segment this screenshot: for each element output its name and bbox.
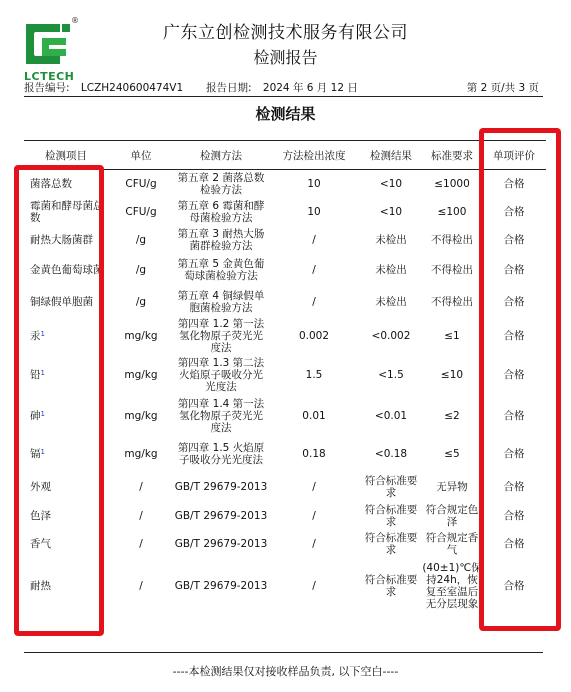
standard-cell: 符合规定香气 bbox=[425, 531, 479, 556]
evaluation-cell: 合格 bbox=[503, 329, 525, 342]
detect-limit-cell: / bbox=[312, 480, 316, 493]
result-cell: 未检出 bbox=[375, 263, 407, 276]
standard-cell: ≤1 bbox=[444, 329, 460, 342]
unit-cell: CFU/g bbox=[125, 205, 157, 218]
standard-cell: ≤5 bbox=[444, 447, 460, 460]
result-cell: <10 bbox=[379, 177, 403, 190]
standard-cell: 无异物 bbox=[436, 480, 468, 493]
standard-cell: 符合规定色泽 bbox=[425, 503, 479, 528]
result-cell: 未检出 bbox=[375, 295, 407, 308]
unit-cell: mg/kg bbox=[124, 368, 158, 381]
detect-limit-cell: 0.18 bbox=[302, 447, 326, 460]
standard-cell: 不得检出 bbox=[431, 263, 473, 276]
item-cell: 汞$^1$ bbox=[30, 329, 45, 342]
evaluation-cell: 合格 bbox=[503, 177, 525, 190]
header-standard: 标准要求 bbox=[422, 141, 482, 170]
result-cell: <1.5 bbox=[378, 368, 404, 381]
footnote-mark: 1 bbox=[40, 409, 45, 418]
item-cell: 色泽 bbox=[30, 509, 51, 522]
evaluation-cell: 合格 bbox=[503, 579, 525, 592]
report-number bbox=[24, 80, 183, 95]
detect-limit-cell: / bbox=[312, 579, 316, 592]
item-cell: 镉$^1$ bbox=[30, 447, 45, 460]
footnote-mark: 1 bbox=[40, 447, 45, 456]
item-cell: 耐热大肠菌群 bbox=[30, 233, 93, 246]
company-name: 广东立创检测技术服务有限公司 bbox=[163, 23, 408, 43]
detect-limit-cell: / bbox=[312, 537, 316, 550]
unit-cell: /g bbox=[135, 263, 147, 276]
footer-divider bbox=[24, 652, 543, 653]
header-method: 检测方法 bbox=[174, 141, 268, 170]
evaluation-cell: 合格 bbox=[503, 233, 525, 246]
header-item: 检测项目 bbox=[24, 141, 108, 170]
section-title: 检测结果 bbox=[255, 105, 316, 123]
detect-limit-cell: 10 bbox=[307, 205, 321, 218]
unit-cell: mg/kg bbox=[124, 447, 158, 460]
detect-limit-cell: / bbox=[312, 295, 316, 308]
item-cell: 霉菌和酵母菌总数 bbox=[30, 199, 104, 224]
standard-cell: ≤1000 bbox=[434, 177, 470, 190]
method-cell: 第四章 1.4 第一法 氢化物原子荧光光度法 bbox=[177, 397, 265, 434]
evaluation-cell: 合格 bbox=[503, 480, 525, 493]
standard-cell: ≤100 bbox=[437, 205, 467, 218]
result-cell: <0.002 bbox=[371, 329, 411, 342]
result-cell: 符合标准要求 bbox=[364, 474, 418, 499]
header-detect-limit: 方法检出浓度 bbox=[268, 141, 360, 170]
item-cell: 外观 bbox=[30, 480, 51, 493]
evaluation-cell: 合格 bbox=[503, 537, 525, 550]
registered-mark: ® bbox=[71, 16, 79, 25]
method-cell: GB/T 29679-2013 bbox=[174, 579, 268, 592]
evaluation-cell: 合格 bbox=[503, 205, 525, 218]
evaluation-cell: 合格 bbox=[503, 295, 525, 308]
evaluation-cell: 合格 bbox=[503, 409, 525, 422]
unit-cell: / bbox=[139, 579, 143, 592]
report-number-label: 报告编号: bbox=[24, 82, 70, 94]
unit-cell: CFU/g bbox=[125, 177, 157, 190]
header-result: 检测结果 bbox=[360, 141, 422, 170]
result-cell: 符合标准要求 bbox=[364, 531, 418, 556]
item-cell: 菌落总数 bbox=[30, 177, 72, 190]
unit-cell: mg/kg bbox=[124, 329, 158, 342]
unit-cell: mg/kg bbox=[124, 409, 158, 422]
report-date-value: 2024 年 6 月 12 日 bbox=[262, 82, 358, 94]
standard-cell: 不得检出 bbox=[431, 295, 473, 308]
method-cell: 第五章 2 菌落总数检验方法 bbox=[177, 171, 265, 196]
unit-cell: / bbox=[139, 537, 143, 550]
evaluation-cell: 合格 bbox=[503, 509, 525, 522]
standard-cell: (40±1)℃保持24h，恢复至室温后无分层现象 bbox=[422, 561, 482, 610]
report-number-value: LCZH240600474V1 bbox=[80, 82, 184, 94]
detect-limit-cell: / bbox=[312, 509, 316, 522]
method-cell: 第五章 5 金黄色葡萄球菌检验方法 bbox=[177, 257, 265, 282]
item-cell: 铜绿假单胞菌 bbox=[30, 295, 93, 308]
detect-limit-cell: 10 bbox=[307, 177, 321, 190]
method-cell: GB/T 29679-2013 bbox=[174, 480, 268, 493]
method-cell: 第四章 1.3 第二法 火焰原子吸收分光光度法 bbox=[177, 356, 265, 393]
item-cell: 铅$^1$ bbox=[30, 368, 45, 381]
method-cell: 第四章 1.5 火焰原子吸收分光光度法 bbox=[177, 441, 265, 466]
unit-cell: / bbox=[139, 480, 143, 493]
page-info: 第 2 页/共 3 页 bbox=[466, 82, 539, 94]
report-date bbox=[206, 80, 358, 95]
detect-limit-cell: / bbox=[312, 233, 316, 246]
item-cell: 金黄色葡萄球菌 bbox=[30, 263, 104, 276]
result-cell: 符合标准要求 bbox=[364, 573, 418, 598]
method-cell: GB/T 29679-2013 bbox=[174, 537, 268, 550]
result-cell: <0.01 bbox=[374, 409, 408, 422]
item-cell: 香气 bbox=[30, 537, 51, 550]
result-cell: <10 bbox=[379, 205, 403, 218]
evaluation-cell: 合格 bbox=[503, 263, 525, 276]
detect-limit-cell: / bbox=[312, 263, 316, 276]
item-cell: 耐热 bbox=[30, 579, 51, 592]
method-cell: 第五章 3 耐热大肠菌群检验方法 bbox=[177, 227, 265, 252]
result-cell: <0.18 bbox=[374, 447, 408, 460]
item-cell: 砷$^1$ bbox=[30, 409, 45, 422]
footer-note: ----本检测结果仅对接收样品负责, 以下空白---- bbox=[172, 665, 399, 678]
unit-cell: /g bbox=[135, 295, 147, 308]
evaluation-cell: 合格 bbox=[503, 368, 525, 381]
standard-cell: ≤2 bbox=[444, 409, 460, 422]
detect-limit-cell: 0.01 bbox=[302, 409, 326, 422]
detect-limit-cell: 1.5 bbox=[305, 368, 323, 381]
footnote-mark: 1 bbox=[40, 368, 45, 377]
logo-text: LCTECH bbox=[24, 70, 75, 83]
header-divider bbox=[24, 96, 543, 97]
report-title: 检测报告 bbox=[253, 48, 318, 67]
unit-cell: / bbox=[139, 509, 143, 522]
standard-cell: 不得检出 bbox=[431, 233, 473, 246]
header-evaluation: 单项评价 bbox=[482, 141, 546, 170]
standard-cell: ≤10 bbox=[440, 368, 464, 381]
result-cell: 符合标准要求 bbox=[364, 503, 418, 528]
highlight-box-evaluation bbox=[479, 128, 561, 631]
method-cell: GB/T 29679-2013 bbox=[174, 509, 268, 522]
method-cell: 第五章 4 铜绿假单胞菌检验方法 bbox=[177, 289, 265, 314]
result-cell: 未检出 bbox=[375, 233, 407, 246]
header-unit: 单位 bbox=[108, 141, 174, 170]
method-cell: 第五章 6 霉菌和酵母菌检验方法 bbox=[177, 199, 265, 224]
method-cell: 第四章 1.2 第一法 氢化物原子荧光光度法 bbox=[177, 317, 265, 354]
evaluation-cell: 合格 bbox=[503, 447, 525, 460]
detect-limit-cell: 0.002 bbox=[298, 329, 330, 342]
unit-cell: /g bbox=[135, 233, 147, 246]
report-date-label: 报告日期: bbox=[206, 82, 252, 94]
footnote-mark: 1 bbox=[40, 329, 45, 338]
highlight-box-items bbox=[14, 165, 104, 636]
